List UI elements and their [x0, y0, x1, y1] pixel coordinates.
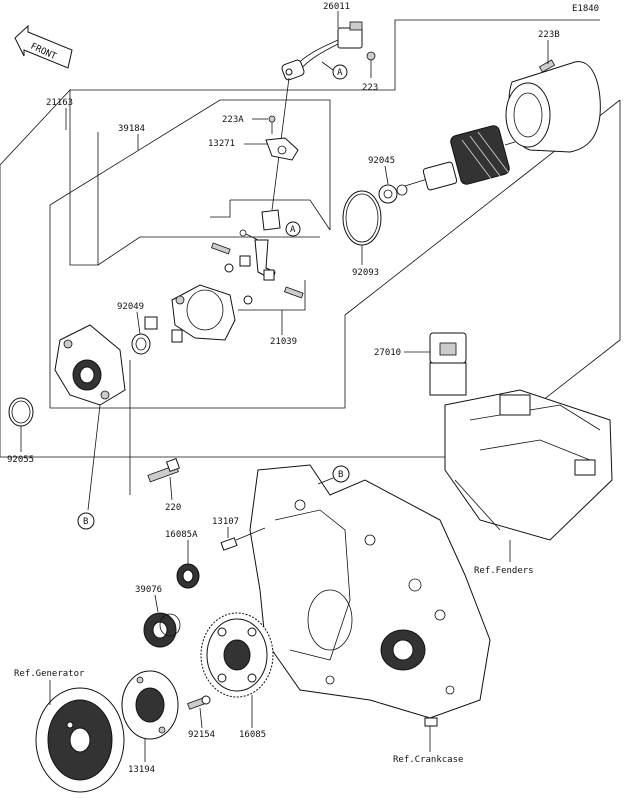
starter-clutch-13194	[122, 671, 178, 739]
label-92093: 92093	[352, 268, 380, 278]
label-21039: 21039	[270, 337, 298, 347]
ref-a-mid: A	[290, 225, 296, 235]
lead-wire-26011	[262, 22, 362, 230]
label-13107: 13107	[212, 517, 240, 527]
label-223b: 223B	[538, 30, 560, 40]
bolt-220	[130, 360, 179, 495]
label-223: 223	[362, 83, 379, 93]
front-flange	[55, 325, 125, 405]
label-92045: 92045	[368, 156, 396, 166]
armature	[405, 124, 515, 190]
ref-b-top: B	[338, 470, 344, 480]
bolt-223	[367, 52, 375, 78]
ref-generator: Ref.Generator	[14, 669, 85, 679]
label-13194: 13194	[128, 765, 156, 775]
label-26011: 26011	[323, 2, 351, 12]
label-223a: 223A	[222, 115, 244, 125]
label-16085a: 16085A	[165, 530, 198, 540]
o-ring-92093	[343, 191, 381, 245]
bearing-92045	[379, 185, 407, 203]
label-27010: 27010	[374, 348, 402, 358]
crankcase	[250, 465, 490, 726]
o-ring-92055	[9, 398, 33, 426]
o-ring-92049	[132, 334, 150, 354]
label-39076: 39076	[135, 585, 163, 595]
ref-fenders: Ref.Fenders	[474, 566, 534, 576]
label-39184: 39184	[118, 124, 146, 134]
screw-92154	[188, 696, 210, 709]
gear-39076	[144, 613, 180, 647]
label-21163: 21163	[46, 98, 74, 108]
ref-crankcase: Ref.Crankcase	[393, 755, 464, 765]
label-92055: 92055	[7, 455, 35, 465]
front-label: FRONT	[28, 41, 58, 63]
label-13271: 13271	[208, 139, 236, 149]
starter-gear-16085	[201, 613, 273, 697]
label-92049: 92049	[117, 302, 145, 312]
diagram-id: E1840	[572, 4, 600, 14]
ref-b-left: B	[83, 517, 89, 527]
starter-motor-yoke	[506, 60, 600, 152]
label-220: 220	[165, 503, 182, 513]
screw-223a-icon	[269, 116, 275, 122]
gasket-13271	[266, 138, 298, 160]
front-arrow-icon	[15, 26, 72, 68]
starter-relay-27010	[430, 333, 466, 395]
relay-bracket	[445, 390, 612, 540]
label-92154: 92154	[188, 730, 216, 740]
label-16085: 16085	[239, 730, 267, 740]
end-cover	[145, 285, 235, 342]
shaft-13107	[221, 538, 237, 550]
gear-16085a	[177, 564, 199, 588]
ref-a-top: A	[337, 68, 343, 78]
generator-rotor	[36, 688, 124, 792]
